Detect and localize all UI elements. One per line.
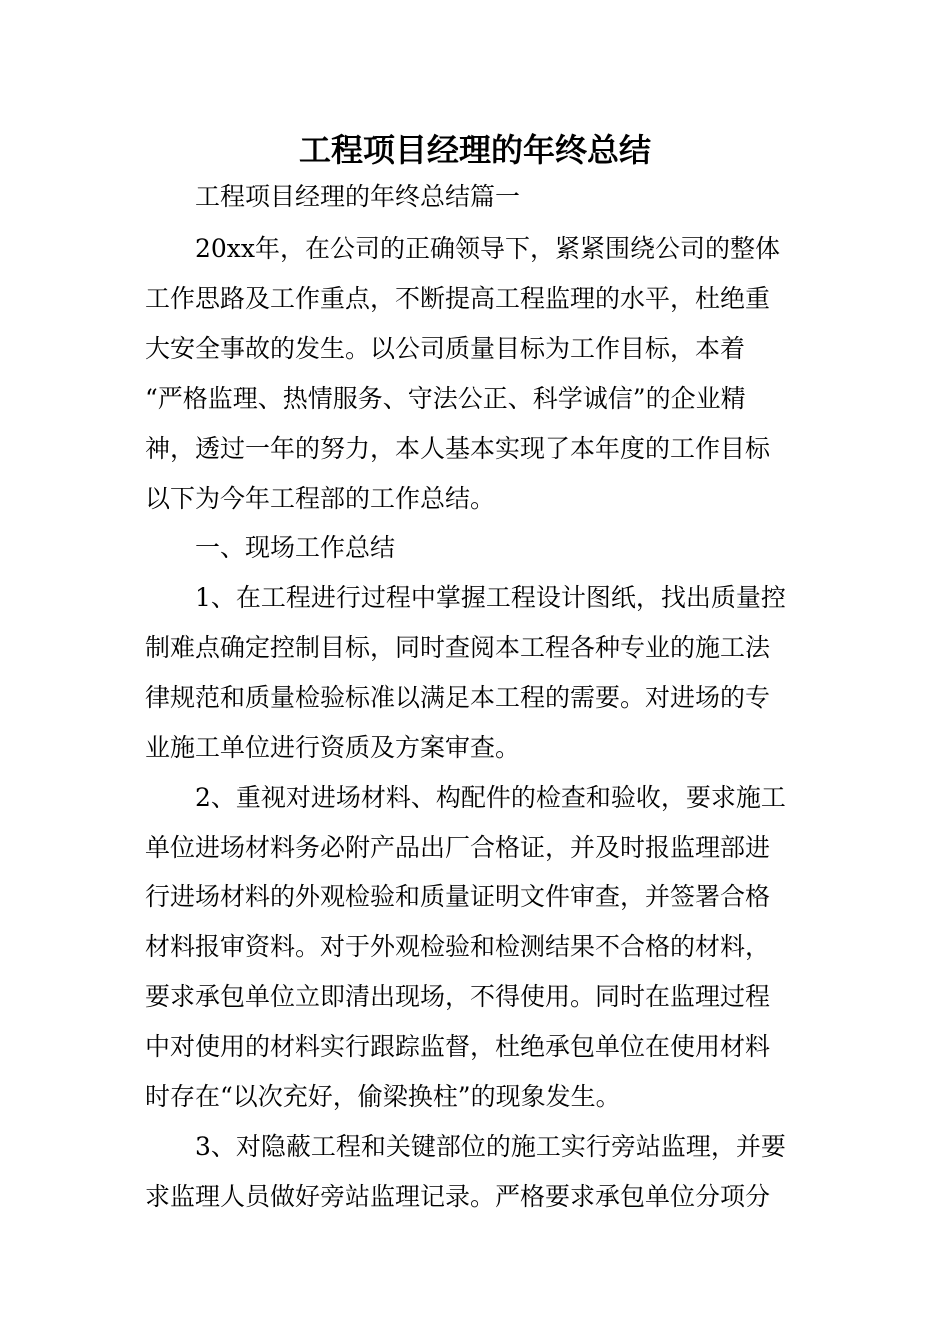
paragraph-line: 业施工单位进行资质及方案审查。 xyxy=(145,733,521,762)
paragraph-line: “严格监理、热情服务、守法公正、科学诚信”的企业精 xyxy=(145,384,746,413)
paragraph-line: 时存在“以次充好，偷梁换柱”的现象发生。 xyxy=(145,1082,621,1111)
paragraph-line: 2、重视对进场材料、构配件的检查和验收，要求施工 xyxy=(195,783,786,812)
paragraph-line: 3、对隐蔽工程和关键部位的施工实行旁站监理，并要 xyxy=(195,1132,786,1161)
paragraph-line: 1、在工程进行过程中掌握工程设计图纸，找出质量控 xyxy=(195,583,786,612)
paragraph-line: 神，透过一年的努力，本人基本实现了本年度的工作目标 xyxy=(145,434,771,463)
paragraph-line: 要求承包单位立即清出现场，不得使用。同时在监理过程 xyxy=(145,982,771,1011)
section-heading: 一、现场工作总结 xyxy=(195,533,396,562)
paragraph-line: 20xx年，在公司的正确领导下，紧紧围绕公司的整体 xyxy=(195,234,781,263)
paragraph-line: 制难点确定控制目标，同时查阅本工程各种专业的施工法 xyxy=(145,633,771,662)
paragraph-line: 行进场材料的外观检验和质量证明文件审查，并签署合格 xyxy=(145,882,771,911)
paragraph-line: 材料报审资料。对于外观检验和检测结果不合格的材料， xyxy=(145,932,771,961)
paragraph-line: 工作思路及工作重点，不断提高工程监理的水平，杜绝重 xyxy=(145,284,771,313)
document-title: 工程项目经理的年终总结 xyxy=(298,131,651,169)
paragraph-line: 中对使用的材料实行跟踪监督，杜绝承包单位在使用材料 xyxy=(145,1032,771,1061)
paragraph-line: 律规范和质量检验标准以满足本工程的需要。对进场的专 xyxy=(145,683,771,712)
paragraph-line: 求监理人员做好旁站监理记录。严格要求承包单位分项分 xyxy=(145,1182,771,1211)
paragraph-line: 以下为今年工程部的工作总结。 xyxy=(145,484,496,513)
paragraph-line: 大安全事故的发生。以公司质量目标为工作目标，本着 xyxy=(145,334,746,363)
section-heading: 工程项目经理的年终总结篇一 xyxy=(195,182,521,211)
paragraph-line: 单位进场材料务必附产品出厂合格证，并及时报监理部进 xyxy=(145,833,771,862)
